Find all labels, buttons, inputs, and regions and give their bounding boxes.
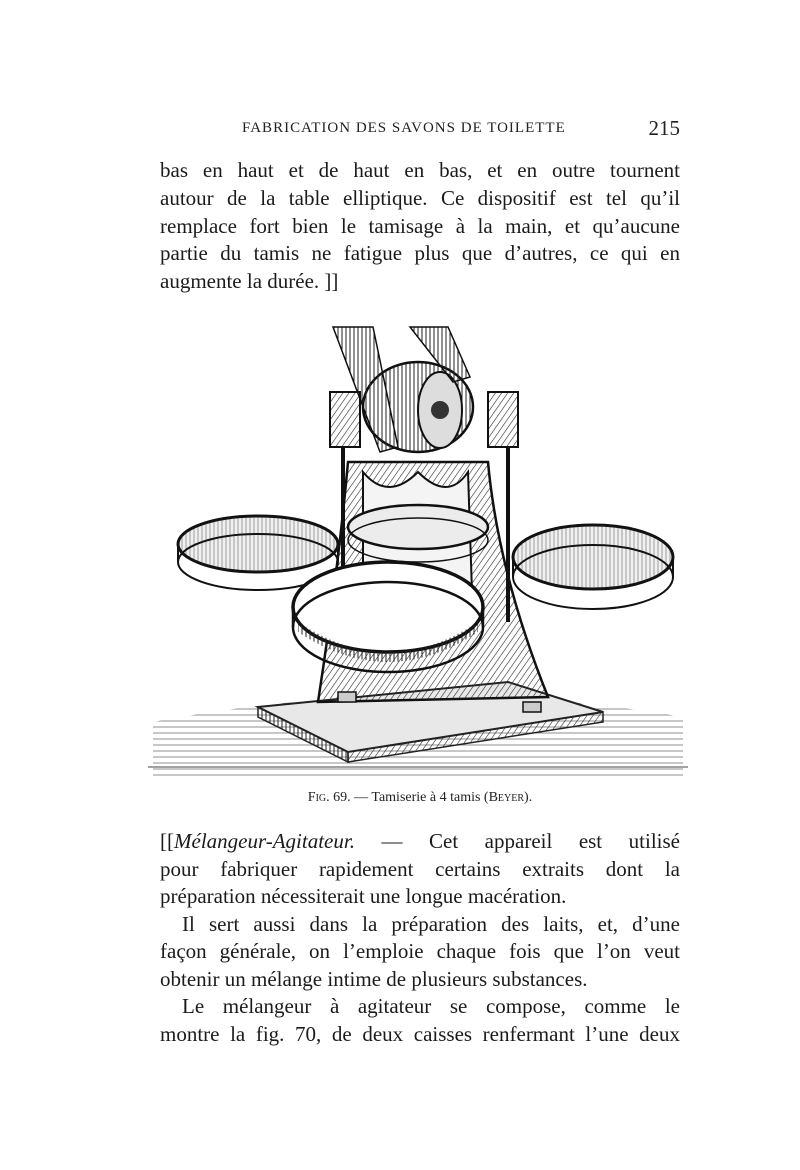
text-line: bas en haut et de haut en bas, et en outre tournent	[160, 158, 680, 182]
top-paragraph	[160, 157, 680, 296]
caption-author: Beyer	[488, 790, 525, 805]
text-line: augmente la durée. ]]	[160, 269, 339, 294]
text-line: autour de la table elliptique. Ce dispositif est tel qu’il	[160, 185, 680, 210]
text-line: montre la fig. 70, de deux caisses renfermant l’une deux	[160, 1021, 680, 1046]
figure-label: Fig. 69.	[307, 790, 351, 805]
text-line: façon générale, on l’emploie chaque fois que l’on veut	[160, 939, 680, 963]
bracket-open: [[	[160, 829, 174, 853]
text-span: — Cet appareil est utilisé	[354, 829, 680, 853]
text-line: préparation nécessiterait une longue macération.	[160, 884, 567, 908]
sieve-right	[513, 525, 673, 609]
sieve-machine-engraving	[148, 322, 688, 782]
text-line: Le mélangeur à agitateur se compose, comme le	[182, 994, 680, 1018]
text-line: partie du tamis ne fatigue plus que d’autres, ce qui en	[160, 241, 680, 266]
caption-dash: —	[350, 790, 372, 805]
figure-caption	[160, 790, 680, 806]
text-line: obtenir un mélange intime de plusieurs substances.	[160, 966, 588, 991]
running-title: FABRICATION DES SAVONS DE TOILETTE	[242, 120, 566, 136]
text-line	[160, 828, 680, 856]
bottom-paragraphs	[160, 828, 680, 1048]
text-line: remplace fort bien le tamisage à la main, et qu’aucune	[160, 213, 680, 238]
page-number: 215	[648, 116, 680, 140]
text-line: pour fabriquer rapidement certains extraits dont la	[160, 856, 680, 881]
caption-close: ).	[524, 790, 533, 805]
caption-text: Tamiserie à 4 tamis (	[371, 790, 489, 805]
text-line: Il sert aussi dans la préparation des laits, et, d’une	[182, 911, 680, 936]
section-title: Mélangeur-Agitateur.	[174, 829, 355, 853]
